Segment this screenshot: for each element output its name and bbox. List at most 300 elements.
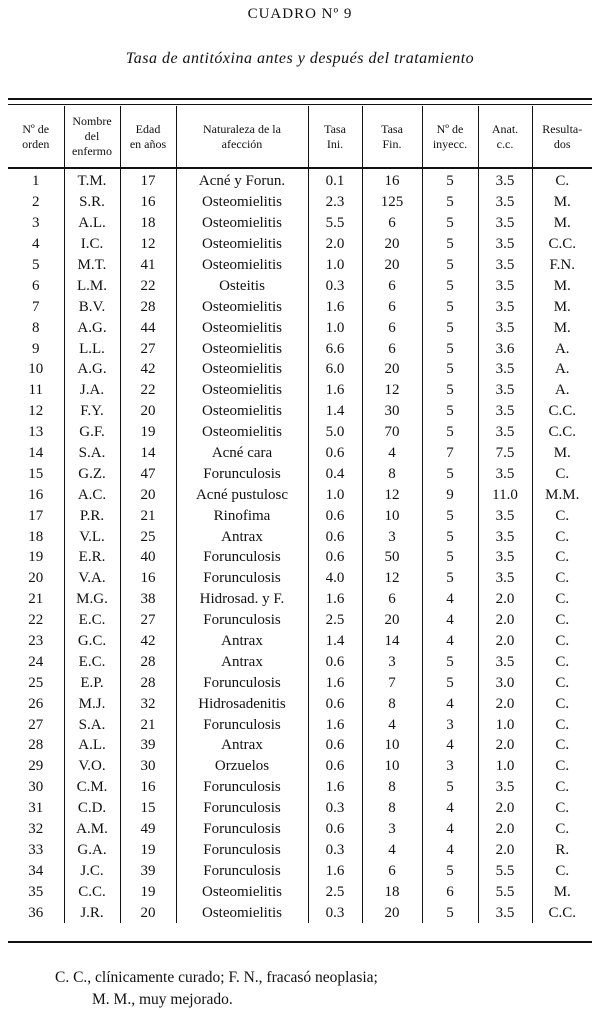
- cell-result: C.: [532, 672, 592, 693]
- cell-initial-rate: 1.0: [308, 317, 362, 338]
- cell-injections: 5: [422, 275, 478, 296]
- cell-condition: Forunculosis: [176, 547, 308, 568]
- cell-final-rate: 10: [362, 735, 422, 756]
- cell-condition: Osteomielitis: [176, 213, 308, 234]
- cell-anat: 2.0: [478, 798, 532, 819]
- cell-final-rate: 6: [362, 317, 422, 338]
- cell-injections: 6: [422, 881, 478, 902]
- cell-injections: 5: [422, 401, 478, 422]
- cell-result: M.: [532, 275, 592, 296]
- cell-anat: 5.5: [478, 860, 532, 881]
- cell-anat: 2.0: [478, 840, 532, 861]
- cell-initial-rate: 1.0: [308, 484, 362, 505]
- cell-anat: 3.5: [478, 167, 532, 192]
- cell-patient: E.C.: [64, 610, 120, 631]
- cell-result: C.: [532, 589, 592, 610]
- cell-anat: 1.0: [478, 714, 532, 735]
- cell-age: 20: [120, 401, 176, 422]
- cell-condition: Antrax: [176, 526, 308, 547]
- cell-initial-rate: 0.6: [308, 819, 362, 840]
- cell-injections: 9: [422, 484, 478, 505]
- cell-age: 49: [120, 819, 176, 840]
- cell-patient: G.F.: [64, 422, 120, 443]
- cell-result: C.C.: [532, 422, 592, 443]
- cell-condition: Osteomielitis: [176, 881, 308, 902]
- cell-result: C.: [532, 714, 592, 735]
- cell-final-rate: 7: [362, 672, 422, 693]
- cell-result: C.: [532, 777, 592, 798]
- cell-final-rate: 8: [362, 777, 422, 798]
- cell-condition: Osteomielitis: [176, 422, 308, 443]
- cell-result: C.: [532, 798, 592, 819]
- header-age: [120, 106, 176, 167]
- footnote: [55, 967, 378, 1011]
- cell-initial-rate: 0.1: [308, 167, 362, 192]
- cell-age: 28: [120, 672, 176, 693]
- cell-patient: A.C.: [64, 484, 120, 505]
- cell-final-rate: 6: [362, 589, 422, 610]
- cell-initial-rate: 0.6: [308, 547, 362, 568]
- cell-order: 31: [28, 800, 44, 817]
- header-text: Anat.: [491, 121, 519, 136]
- cell-condition: Orzuelos: [176, 756, 308, 777]
- table-row: [8, 902, 592, 923]
- cell-condition: Osteomielitis: [176, 401, 308, 422]
- cell-final-rate: 6: [362, 338, 422, 359]
- cell-condition: Forunculosis: [176, 798, 308, 819]
- table-body: [8, 167, 592, 923]
- header-text: Resulta-: [542, 121, 583, 136]
- cell-anat: 1.0: [478, 756, 532, 777]
- cell-injections: 5: [422, 505, 478, 526]
- cell-anat: 3.5: [478, 401, 532, 422]
- cell-final-rate: 4: [362, 714, 422, 735]
- cell-final-rate: 12: [362, 568, 422, 589]
- cell-patient: G.Z.: [64, 463, 120, 484]
- cell-final-rate: 3: [362, 819, 422, 840]
- cell-initial-rate: 0.6: [308, 505, 362, 526]
- bottom-rule: [8, 941, 592, 943]
- header-initial-rate: [308, 106, 362, 167]
- cell-anat: 3.5: [478, 505, 532, 526]
- cell-injections: 5: [422, 860, 478, 881]
- table-row: [8, 881, 592, 902]
- cell-initial-rate: 1.4: [308, 631, 362, 652]
- cell-initial-rate: 2.0: [308, 234, 362, 255]
- cell-initial-rate: 1.6: [308, 777, 362, 798]
- header-text: Nombre: [72, 114, 112, 128]
- cell-age: 30: [120, 756, 176, 777]
- cell-injections: 5: [422, 777, 478, 798]
- cell-injections: 5: [422, 568, 478, 589]
- cell-condition: Antrax: [176, 631, 308, 652]
- cell-initial-rate: 1.4: [308, 401, 362, 422]
- header-text: del: [84, 129, 100, 143]
- cell-result: M.: [532, 443, 592, 464]
- table-row: [8, 234, 592, 255]
- table-row: [8, 359, 592, 380]
- table-row: [8, 610, 592, 631]
- header-text: Naturaleza de la: [203, 121, 281, 136]
- cell-condition: Osteomielitis: [176, 902, 308, 923]
- table-row: [8, 192, 592, 213]
- table-row: [8, 693, 592, 714]
- cell-order: 25: [28, 674, 44, 691]
- cell-order: 30: [28, 779, 44, 796]
- cell-order: 18: [28, 528, 44, 545]
- cell-order: 4: [32, 236, 40, 253]
- cell-final-rate: 20: [362, 610, 422, 631]
- cell-order: 6: [32, 277, 40, 294]
- cell-initial-rate: 0.4: [308, 463, 362, 484]
- cell-initial-rate: 1.6: [308, 672, 362, 693]
- cell-final-rate: 18: [362, 881, 422, 902]
- cell-order: 17: [28, 507, 44, 524]
- cell-final-rate: 6: [362, 275, 422, 296]
- cell-patient: M.G.: [64, 589, 120, 610]
- header-text: orden: [22, 136, 50, 151]
- table-row: [8, 296, 592, 317]
- cell-order: 15: [28, 465, 44, 482]
- cell-age: 22: [120, 275, 176, 296]
- cell-age: 16: [120, 192, 176, 213]
- cell-order: 27: [28, 716, 44, 733]
- cell-result: C.: [532, 819, 592, 840]
- header-text: dos: [553, 136, 571, 151]
- cell-final-rate: 3: [362, 651, 422, 672]
- cell-patient: J.R.: [64, 902, 120, 923]
- table-row: [8, 756, 592, 777]
- cell-final-rate: 14: [362, 631, 422, 652]
- table-row: [8, 526, 592, 547]
- cell-injections: 5: [422, 359, 478, 380]
- cell-patient: S.R.: [64, 192, 120, 213]
- table-row: [8, 568, 592, 589]
- cell-injections: 4: [422, 819, 478, 840]
- cell-final-rate: 6: [362, 296, 422, 317]
- cell-order: 28: [28, 737, 44, 754]
- cell-injections: 4: [422, 693, 478, 714]
- cell-order: 32: [28, 821, 44, 838]
- cell-anat: 3.5: [478, 296, 532, 317]
- cell-patient: E.P.: [64, 672, 120, 693]
- cell-initial-rate: 1.6: [308, 860, 362, 881]
- cell-age: 21: [120, 714, 176, 735]
- header-anat: [478, 106, 532, 167]
- header-results: [532, 106, 592, 167]
- cell-injections: 7: [422, 443, 478, 464]
- cell-anat: 3.5: [478, 359, 532, 380]
- cell-age: 15: [120, 798, 176, 819]
- header-text: Tasa: [381, 121, 403, 136]
- table-row: [8, 317, 592, 338]
- cell-condition: Osteomielitis: [176, 192, 308, 213]
- cell-final-rate: 20: [362, 234, 422, 255]
- cell-initial-rate: 1.6: [308, 296, 362, 317]
- table-row: [8, 380, 592, 401]
- cell-result: C.: [532, 631, 592, 652]
- cell-condition: Osteomielitis: [176, 380, 308, 401]
- cell-injections: 5: [422, 380, 478, 401]
- table-row: [8, 672, 592, 693]
- header-text: Nº de: [22, 121, 50, 136]
- cell-final-rate: 20: [362, 255, 422, 276]
- cell-injections: 5: [422, 526, 478, 547]
- table-row: [8, 798, 592, 819]
- cell-condition: Osteomielitis: [176, 317, 308, 338]
- cell-age: 27: [120, 338, 176, 359]
- cell-initial-rate: 4.0: [308, 568, 362, 589]
- cell-result: C.: [532, 167, 592, 192]
- cell-anat: 3.5: [478, 526, 532, 547]
- page-title: CUADRO Nº 9: [247, 6, 353, 22]
- cell-initial-rate: 0.6: [308, 526, 362, 547]
- cell-anat: 2.0: [478, 589, 532, 610]
- cell-final-rate: 20: [362, 902, 422, 923]
- cell-patient: S.A.: [64, 443, 120, 464]
- cell-patient: V.O.: [64, 756, 120, 777]
- cell-order: 3: [32, 215, 40, 232]
- cell-order: 2: [32, 194, 40, 211]
- cell-injections: 5: [422, 902, 478, 923]
- cell-result: A.: [532, 359, 592, 380]
- cell-anat: 3.5: [478, 192, 532, 213]
- cell-initial-rate: 0.6: [308, 735, 362, 756]
- cell-result: C.: [532, 463, 592, 484]
- cell-patient: C.C.: [64, 881, 120, 902]
- cell-result: C.: [532, 735, 592, 756]
- cell-final-rate: 30: [362, 401, 422, 422]
- cell-final-rate: 10: [362, 505, 422, 526]
- cell-age: 39: [120, 735, 176, 756]
- cell-anat: 2.0: [478, 610, 532, 631]
- cell-initial-rate: 2.5: [308, 881, 362, 902]
- cell-initial-rate: 0.6: [308, 756, 362, 777]
- cell-patient: C.D.: [64, 798, 120, 819]
- cell-injections: 5: [422, 547, 478, 568]
- cell-order: 1: [32, 173, 40, 190]
- table-row: [8, 714, 592, 735]
- table-row: [8, 840, 592, 861]
- cell-final-rate: 12: [362, 380, 422, 401]
- cell-order: 21: [28, 591, 44, 608]
- cell-order: 7: [32, 298, 40, 315]
- cell-anat: 3.5: [478, 275, 532, 296]
- cell-initial-rate: 1.0: [308, 255, 362, 276]
- cell-result: A.: [532, 380, 592, 401]
- cell-patient: A.L.: [64, 213, 120, 234]
- top-rule-thin: [8, 104, 592, 105]
- cell-final-rate: 12: [362, 484, 422, 505]
- cell-anat: 2.0: [478, 693, 532, 714]
- header-text: Fin.: [382, 136, 402, 151]
- cell-patient: I.C.: [64, 234, 120, 255]
- header-text: en años: [129, 136, 167, 151]
- cell-condition: Antrax: [176, 735, 308, 756]
- header-text: Edad: [135, 121, 161, 136]
- cell-injections: 4: [422, 589, 478, 610]
- cell-age: 38: [120, 589, 176, 610]
- cell-final-rate: 8: [362, 463, 422, 484]
- cell-condition: Rinofima: [176, 505, 308, 526]
- cell-anat: 3.5: [478, 255, 532, 276]
- cell-injections: 4: [422, 735, 478, 756]
- table-row: [8, 484, 592, 505]
- table-row: [8, 860, 592, 881]
- cell-injections: 4: [422, 610, 478, 631]
- cell-condition: Osteomielitis: [176, 255, 308, 276]
- cell-result: C.: [532, 610, 592, 631]
- cell-condition: Forunculosis: [176, 568, 308, 589]
- cell-anat: 3.5: [478, 777, 532, 798]
- page-subtitle: Tasa de antitóxina antes y después del tratamiento: [125, 50, 475, 67]
- cell-condition: Hidrosadenitis: [176, 693, 308, 714]
- cell-injections: 4: [422, 798, 478, 819]
- cell-final-rate: 70: [362, 422, 422, 443]
- header-text: afección: [221, 136, 263, 151]
- cell-order: 11: [28, 382, 43, 399]
- cell-anat: 3.5: [478, 422, 532, 443]
- cell-injections: 5: [422, 296, 478, 317]
- table-row: [8, 338, 592, 359]
- cell-condition: Osteomielitis: [176, 359, 308, 380]
- cell-condition: Forunculosis: [176, 860, 308, 881]
- cell-patient: T.M.: [64, 167, 120, 192]
- table-row: [8, 275, 592, 296]
- cell-injections: 4: [422, 631, 478, 652]
- cell-order: 12: [28, 403, 44, 420]
- cell-order: 13: [28, 424, 44, 441]
- cell-injections: 4: [422, 840, 478, 861]
- cell-condition: Osteomielitis: [176, 296, 308, 317]
- cell-condition: Osteitis: [176, 275, 308, 296]
- cell-initial-rate: 1.6: [308, 714, 362, 735]
- cell-result: C.: [532, 651, 592, 672]
- cell-injections: 5: [422, 167, 478, 192]
- cell-patient: J.A.: [64, 380, 120, 401]
- cell-condition: Osteomielitis: [176, 338, 308, 359]
- cell-age: 44: [120, 317, 176, 338]
- cell-age: 14: [120, 443, 176, 464]
- cell-order: 29: [28, 758, 44, 775]
- cell-condition: Forunculosis: [176, 610, 308, 631]
- table-row: [8, 547, 592, 568]
- cell-condition: Forunculosis: [176, 777, 308, 798]
- header-text: c.c.: [496, 136, 514, 151]
- cell-age: 42: [120, 359, 176, 380]
- cell-age: 17: [120, 167, 176, 192]
- cell-result: R.: [532, 840, 592, 861]
- cell-patient: G.A.: [64, 840, 120, 861]
- table-row: [8, 213, 592, 234]
- cell-injections: 3: [422, 756, 478, 777]
- header-final-rate: [362, 106, 422, 167]
- cell-final-rate: 4: [362, 443, 422, 464]
- cell-order: 23: [28, 633, 44, 650]
- cell-final-rate: 6: [362, 213, 422, 234]
- cell-anat: 7.5: [478, 443, 532, 464]
- cell-condition: Acné cara: [176, 443, 308, 464]
- cell-anat: 3.5: [478, 380, 532, 401]
- cell-initial-rate: 1.6: [308, 380, 362, 401]
- cell-age: 20: [120, 902, 176, 923]
- cell-age: 47: [120, 463, 176, 484]
- cell-condition: Forunculosis: [176, 463, 308, 484]
- header-text: Ini.: [326, 136, 344, 151]
- cell-anat: 3.5: [478, 902, 532, 923]
- cell-condition: Forunculosis: [176, 840, 308, 861]
- cell-anat: 3.5: [478, 651, 532, 672]
- header-text: Tasa: [324, 121, 346, 136]
- table-row: [8, 735, 592, 756]
- cell-result: C.: [532, 693, 592, 714]
- cell-result: C.: [532, 568, 592, 589]
- cell-condition: Osteomielitis: [176, 234, 308, 255]
- cell-order: 24: [28, 653, 44, 670]
- cell-age: 19: [120, 881, 176, 902]
- cell-initial-rate: 0.6: [308, 651, 362, 672]
- cell-anat: 2.0: [478, 735, 532, 756]
- cell-condition: Forunculosis: [176, 714, 308, 735]
- cell-final-rate: 20: [362, 359, 422, 380]
- cell-initial-rate: 0.6: [308, 443, 362, 464]
- cell-order: 14: [28, 445, 44, 462]
- cell-age: 32: [120, 693, 176, 714]
- cell-age: 28: [120, 651, 176, 672]
- cell-order: 22: [28, 612, 44, 629]
- table-row: [8, 505, 592, 526]
- cell-age: 41: [120, 255, 176, 276]
- table-row: [8, 422, 592, 443]
- cell-initial-rate: 1.6: [308, 589, 362, 610]
- cell-result: M.: [532, 213, 592, 234]
- table-row: [8, 255, 592, 276]
- cell-patient: C.M.: [64, 777, 120, 798]
- cell-result: C.: [532, 526, 592, 547]
- cell-condition: Antrax: [176, 651, 308, 672]
- cell-age: 16: [120, 568, 176, 589]
- cell-order: 20: [28, 570, 44, 587]
- cell-initial-rate: 5.5: [308, 213, 362, 234]
- cell-order: 9: [32, 340, 40, 357]
- cell-age: 12: [120, 234, 176, 255]
- cell-age: 27: [120, 610, 176, 631]
- cell-age: 16: [120, 777, 176, 798]
- cell-result: C.C.: [532, 902, 592, 923]
- cell-injections: 3: [422, 714, 478, 735]
- cell-patient: M.J.: [64, 693, 120, 714]
- cell-result: M.: [532, 881, 592, 902]
- cell-result: M.M.: [532, 484, 592, 505]
- cell-result: A.: [532, 338, 592, 359]
- cell-initial-rate: 2.5: [308, 610, 362, 631]
- cell-age: 21: [120, 505, 176, 526]
- header-text: inyecc.: [432, 136, 468, 151]
- cell-final-rate: 8: [362, 693, 422, 714]
- cell-injections: 5: [422, 255, 478, 276]
- cell-patient: A.G.: [64, 359, 120, 380]
- table-row: [8, 651, 592, 672]
- cell-patient: S.A.: [64, 714, 120, 735]
- cell-order: 33: [28, 841, 44, 858]
- cell-injections: 5: [422, 338, 478, 359]
- cell-injections: 5: [422, 317, 478, 338]
- cell-patient: L.L.: [64, 338, 120, 359]
- cell-anat: 2.0: [478, 631, 532, 652]
- header-patient-name: [64, 106, 120, 167]
- cell-final-rate: 6: [362, 860, 422, 881]
- table-row: [8, 167, 592, 192]
